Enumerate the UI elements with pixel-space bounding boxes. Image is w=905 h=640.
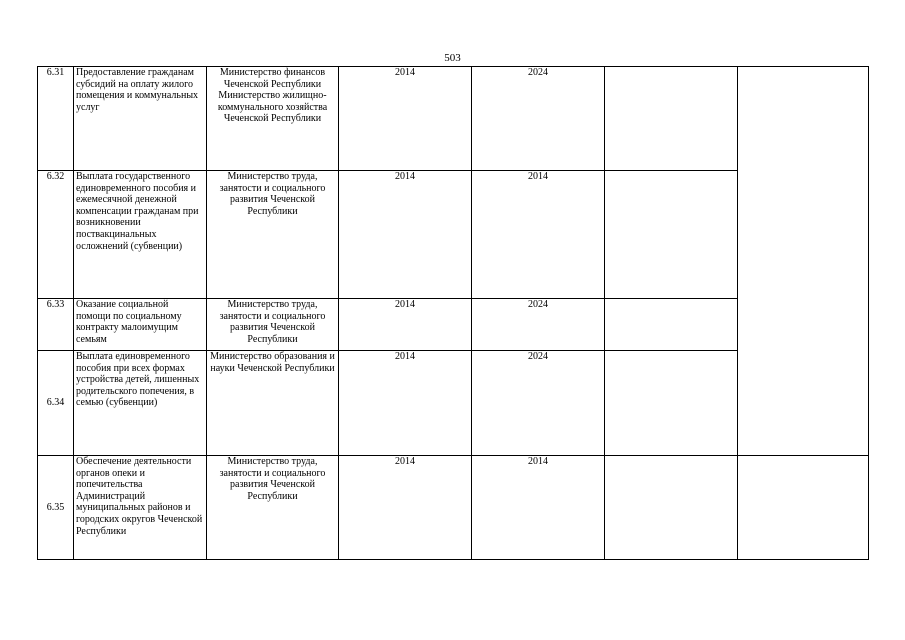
row-number: 6.33 xyxy=(38,299,74,351)
empty-cell xyxy=(605,456,738,560)
row-number: 6.35 xyxy=(38,456,74,560)
executor: Министерство труда, занятости и социального развития Чеченской Республики xyxy=(207,171,339,299)
measure-name: Выплата государственного единовременного пособия и ежемесячной денежной компенсации гражданам при возникновении поствакцинальных осложнений (субвенции) xyxy=(74,171,207,299)
end-year: 2014 xyxy=(472,456,605,560)
measure-name: Оказание социальной помощи по социальному контракту малоимущим семьям xyxy=(74,299,207,351)
table-row xyxy=(38,67,869,171)
row-number: 6.34 xyxy=(38,351,74,456)
executor: Министерство труда, занятости и социального развития Чеченской Республики xyxy=(207,456,339,560)
empty-cell xyxy=(605,299,738,351)
start-year: 2014 xyxy=(339,351,472,456)
table-row xyxy=(38,456,869,560)
end-year: 2024 xyxy=(472,299,605,351)
end-year: 2024 xyxy=(472,67,605,171)
empty-cell xyxy=(605,171,738,299)
measure-name: Обеспечение деятельности органов опеки и попечительства Администраций муниципальных районов и городских округов Чеченской Республики xyxy=(74,456,207,560)
start-year: 2014 xyxy=(339,299,472,351)
row-number: 6.32 xyxy=(38,171,74,299)
start-year: 2014 xyxy=(339,456,472,560)
row-number: 6.31 xyxy=(38,67,74,171)
empty-cell xyxy=(605,351,738,456)
page-number: 503 xyxy=(444,52,461,64)
executor: Министерство труда, занятости и социального развития Чеченской Республики xyxy=(207,299,339,351)
start-year: 2014 xyxy=(339,67,472,171)
executor: Министерство образования и науки Чеченской Республики xyxy=(207,351,339,456)
measure-name: Предоставление гражданам субсидий на оплату жилого помещения и коммунальных услуг xyxy=(74,67,207,171)
program-measures-table xyxy=(37,66,869,560)
merged-empty-cell xyxy=(738,67,869,456)
empty-cell xyxy=(605,67,738,171)
executor: Министерство финансов Чеченской Республики Министерство жилищно-коммунального хозяйства Чеченской Республики xyxy=(207,67,339,171)
empty-cell xyxy=(738,456,869,560)
measure-name: Выплата единовременного пособия при всех формах устройства детей, лишенных родительского попечения, в семью (субвенции) xyxy=(74,351,207,456)
start-year: 2014 xyxy=(339,171,472,299)
end-year: 2024 xyxy=(472,351,605,456)
end-year: 2014 xyxy=(472,171,605,299)
